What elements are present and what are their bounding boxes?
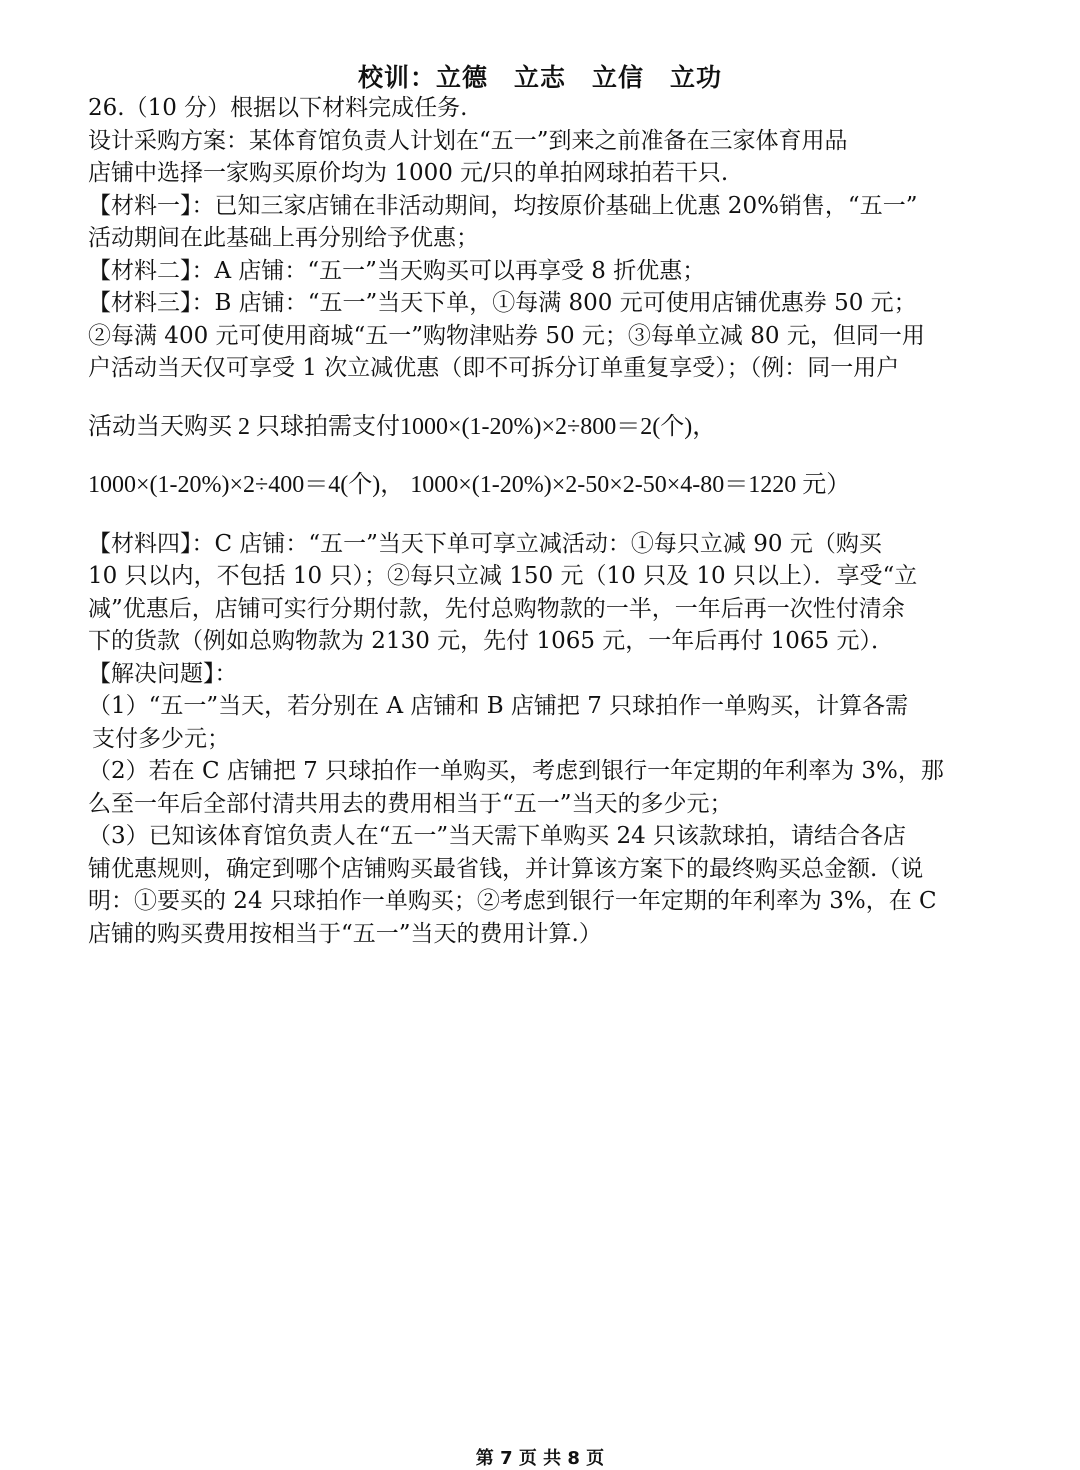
material-four: 减”优惠后，店铺可实行分期付款，先付总购物款的一半，一年后再一次性付清余 <box>88 595 905 622</box>
task-description: 设计采购方案：某体育馆负责人计划在“五一”到来之前准备在三家体育用品 <box>88 127 848 154</box>
example-formula: 活动当天购买 2 只球拍需支付1000×(1-20%)×2÷800＝2(个)， <box>88 413 717 440</box>
problem-3: （3）已知该体育馆负责人在“五一”当天需下单购买 24 只该款球拍，请结合各店 <box>88 823 907 849</box>
problem-1: 支付多少元； <box>92 725 230 752</box>
material-four: 【材料四】：C 店铺：“五一”当天下单可享立减活动：①每只立减 90 元（购买 <box>88 530 882 557</box>
material-two: 【材料二】：A 店铺：“五一”当天购买可以再享受 8 折优惠； <box>88 257 706 284</box>
problem-2: 么至一年后全部付清共用去的费用相当于“五一”当天的多少元； <box>88 790 733 817</box>
problem-3: 铺优惠规则，确定到哪个店铺购买最省钱，并计算该方案下的最终购买总金额.（说 <box>88 855 924 882</box>
material-three: 【材料三】：B 店铺：“五一”当天下单，①每满 800 元可使用店铺优惠券 50 元； <box>88 290 917 316</box>
task-description: 店铺中选择一家购买原价均为 1000 元/只的单拍网球拍若干只. <box>88 160 729 186</box>
problems-heading: 【解决问题】： <box>88 660 238 687</box>
material-three: 户活动当天仅可享受 1 次立减优惠（即不可拆分订单重复享受）；（例：同一用户 <box>88 355 900 381</box>
problem-3: 明：①要买的 24 只球拍作一单购买；②考虑到银行一年定期的年利率为 3%，在 C <box>88 888 937 914</box>
question-title: 26.（10 分）根据以下材料完成任务. <box>88 95 468 121</box>
material-four: 10 只以内，不包括 10 只）；②每只立减 150 元（10 只及 10 只以上）．享受“立 <box>88 563 918 589</box>
school-motto: 校训：立德 立志 立信 立功 <box>357 63 722 92</box>
material-four: 下的货款（例如总购物款为 2130 元，先付 1065 元，一年后再付 1065 元）． <box>88 628 894 654</box>
question-26 <box>88 92 1008 950</box>
problem-3: 店铺的购买费用按相当于“五一”当天的费用计算.） <box>88 920 602 947</box>
example-formula: 1000×(1-20%)×2÷400＝4(个)， 1000×(1-20%)×2-50×2-50×4-80＝1220 元） <box>88 472 851 498</box>
page-number: 第 7 页 共 8 页 <box>475 1448 605 1469</box>
material-three: ②每满 400 元可使用商城“五一”购物津贴券 50 元；③每单立减 80 元，但同一用 <box>88 322 925 349</box>
material-one: 【材料一】：已知三家店铺在非活动期间，均按原价基础上优惠 20%销售，“五一” <box>88 192 918 219</box>
problem-2: （2）若在 C 店铺把 7 只球拍作一单购买，考虑到银行一年定期的年利率为 3%，那 <box>88 758 944 784</box>
problem-1: （1）“五一”当天，若分别在 A 店铺和 B 店铺把 7 只球拍作一单购买，计算各需 <box>88 693 909 719</box>
material-one: 活动期间在此基础上再分别给予优惠； <box>88 225 479 251</box>
